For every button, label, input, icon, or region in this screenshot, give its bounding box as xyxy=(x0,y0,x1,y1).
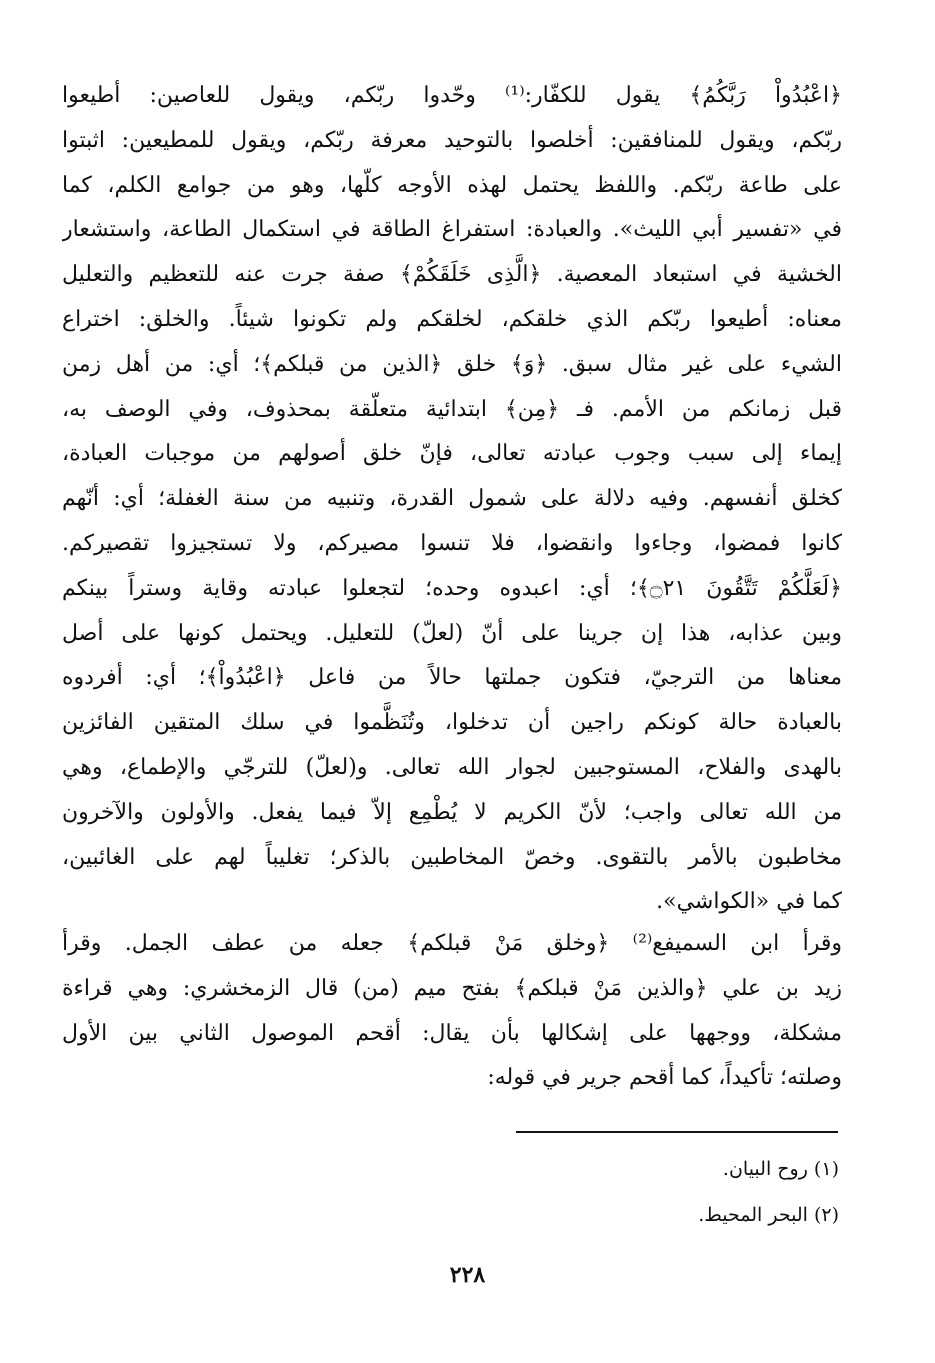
text-line: قبل زمانكم من الأمم. فـ ﴿مِن﴾ ابتدائية متعلّقة بمحذوف، وفي الوصف به، xyxy=(62,396,842,422)
main-paragraph xyxy=(62,74,842,925)
text-line: الشيء على غير مثال سبق. ﴿وَ﴾ خلق ﴿الذين من قبلكم﴾؛ أي: من أهل زمن xyxy=(62,351,842,377)
text-line: وصلته؛ تأكيداً، كما أقحم جرير في قوله: xyxy=(487,1065,842,1091)
page-number: ٢٢٨ xyxy=(449,1262,486,1288)
footnote-divider xyxy=(516,1131,838,1133)
text-line: على طاعة ربّكم. واللفظ يحتمل لهذه الأوجه كلّها، وهو من جوامع الكلم، كما xyxy=(62,172,842,198)
text-line: وبين عذابه، هذا إن جرينا على أنّ (لعلّ) للتعليل. ويحتمل كونها على أصل xyxy=(62,620,842,646)
text-line: إيماء إلى سبب وجوب عبادته تعالى، فإنّ خلق أصولهم من موجبات العبادة، xyxy=(62,441,842,467)
footnotes xyxy=(439,1146,839,1238)
text-line: معناه: أطيعوا ربّكم الذي خلقكم، لخلقكم ولم تكونوا شيئاً. والخلق: اختراع xyxy=(62,306,842,332)
text-line: ﴿لَعَلَّكُمْ تَتَّقُونَ ۝٢١﴾؛ أي: اعبدوه وحده؛ لتجعلوا عبادته وقاية وستراً بينكم xyxy=(62,575,842,601)
text-line: بالهدى والفلاح، المستوجبين لجوار الله تعالى. و(لعلّ) للترجّي والإطماع، وهي xyxy=(62,754,842,780)
text-line: في «تفسير أبي الليث». والعبادة: استفراغ الطاقة في استكمال الطاعة، واستشعار xyxy=(62,217,842,243)
second-paragraph xyxy=(62,922,842,1101)
text-line: كخلق أنفسهم. وفيه دلالة على شمول القدرة، وتنبيه من سنة الغفلة؛ أي: أنّهم xyxy=(62,486,842,512)
text-line: من الله تعالى واجب؛ لأنّ الكريم لا يُطْمِع إلاّ فيما يفعل. والأولون والآخرون xyxy=(62,799,842,825)
text-line: مشكلة، ووجهها على إشكالها بأن يقال: أقحم الموصول الثاني بين الأول xyxy=(62,1020,842,1046)
text-line: كانوا فمضوا، وجاءوا وانقضوا، فلا تنسوا مصيركم، ولا تستجيزوا تقصيركم. xyxy=(62,530,842,556)
footnote-2: (٢) البحر المحيط. xyxy=(698,1204,839,1226)
text-line: وقرأ ابن السميفع⁽²⁾ ﴿وخلق مَنْ قبلكم﴾ جعله من عطف الجمل. وقرأ xyxy=(62,931,842,956)
text-line: ﴿اعْبُدُواْ رَبَّكُمُ﴾ يقول للكفّار:⁽¹⁾ وحّدوا ربّكم، ويقول للعاصين: أطيعوا xyxy=(62,83,842,108)
text-line: معناها من الترجيّ، فتكون جملتها حالاً من فاعل ﴿اعْبُدُواْ﴾؛ أي: أفردوه xyxy=(62,665,842,691)
footnote-1: (١) روح البيان. xyxy=(722,1158,839,1180)
text-line: كما في «الكواشي». xyxy=(656,889,842,915)
text-line: بالعبادة حالة كونكم راجين أن تدخلوا، وتُنَظَّموا في سلك المتقين الفائزين xyxy=(62,710,842,736)
text-line: الخشية في استبعاد المعصية. ﴿الَّذِى خَلَقَكُمْ﴾ صفة جرت عنه للتعظيم والتعليل xyxy=(62,262,842,288)
text-line: مخاطبون بالأمر بالتقوى. وخصّ المخاطبين بالذكر؛ تغليباً لهم على الغائبين، xyxy=(62,844,842,870)
text-line: زيد بن علي ﴿والذين مَنْ قبلكم﴾ بفتح ميم (من) قال الزمخشري: وهي قراءة xyxy=(62,975,842,1001)
text-line: ربّكم، ويقول للمنافقين: أخلصوا بالتوحيد معرفة ربّكم، ويقول للمطيعين: اثبتوا xyxy=(62,127,842,153)
